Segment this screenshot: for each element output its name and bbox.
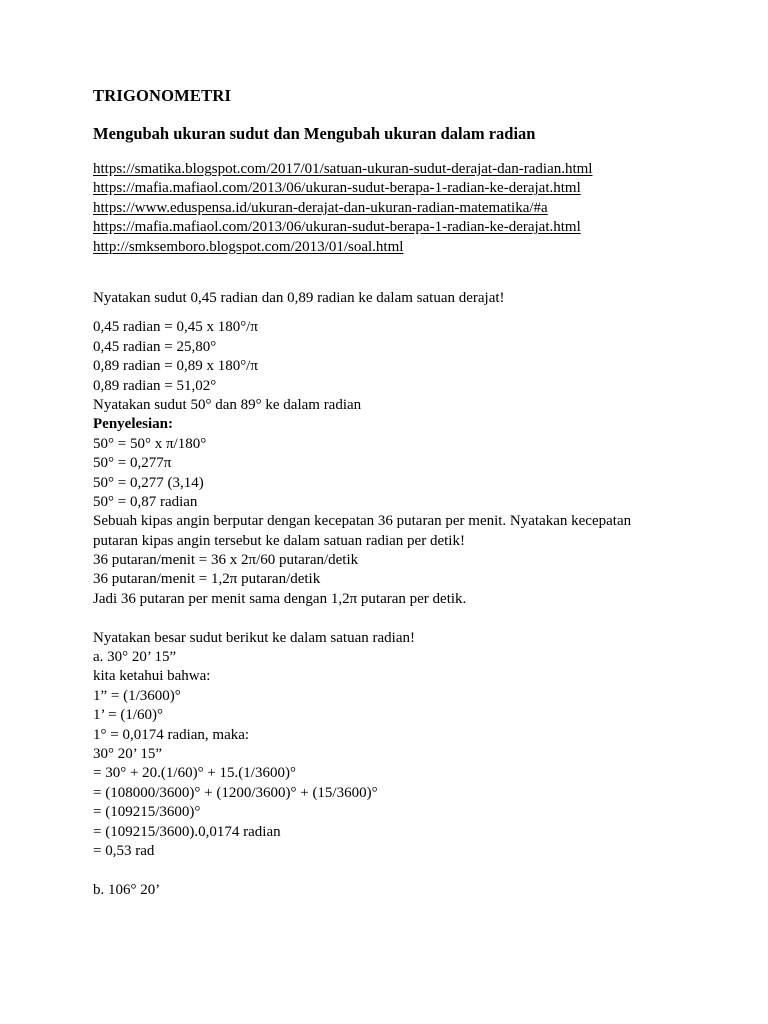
document-subtitle: Mengubah ukuran sudut dan Mengubah ukuran dalam radian	[93, 124, 536, 143]
equation-line: 36 putaran/menit = 36 x 2π/60 putaran/detik	[93, 552, 359, 569]
equation-line: 50° = 0,277π	[93, 455, 172, 472]
spacer	[93, 861, 653, 880]
equation-line: 0,89 radian = 51,02°	[93, 377, 217, 394]
paragraph-line: Sebuah kipas angin berputar dengan kecepatan 36 putaran per menit. Nyatakan kecepatan	[93, 513, 632, 530]
document-title: TRIGONOMETRI	[93, 86, 232, 105]
equation-line: 0,45 radian = 25,80°	[93, 338, 217, 355]
equation-line: 50° = 50° x π/180°	[93, 435, 207, 452]
reference-link[interactable]: https://smatika.blogspot.com/2017/01/satuan-ukuran-sudut-derajat-dan-radian.html	[93, 161, 593, 177]
equation-line: = (109215/3600).0,0174 radian	[93, 823, 281, 840]
equation-line: 1’ = (1/60)°	[93, 707, 163, 724]
reference-link[interactable]: https://www.eduspensa.id/ukuran-derajat-dan-ukuran-radian-matematika/#a	[93, 199, 548, 216]
spacer	[93, 308, 653, 318]
spacer	[93, 609, 653, 628]
link-item	[93, 160, 592, 179]
document-body	[93, 289, 653, 900]
equation-line: = 0,53 rad	[93, 842, 155, 859]
solution-label: Penyelesian:	[93, 416, 173, 433]
link-item	[93, 238, 592, 257]
equation-line: 50° = 0,277 (3,14)	[93, 474, 204, 491]
equation-line: = (109215/3600)°	[93, 804, 201, 821]
link-item	[93, 179, 592, 198]
link-item	[93, 218, 592, 237]
equation-line: = (108000/3600)° + (1200/3600)° + (15/3600)°	[93, 784, 378, 801]
equation-line: kita ketahui bahwa:	[93, 668, 211, 685]
question-text: Nyatakan besar sudut berikut ke dalam satuan radian!	[93, 629, 415, 646]
conclusion-line: Jadi 36 putaran per menit sama dengan 1,2π putaran per detik.	[93, 590, 467, 607]
question-text: Nyatakan sudut 50° dan 89° ke dalam radian	[93, 396, 362, 413]
question-text: Nyatakan sudut 0,45 radian dan 0,89 radian ke dalam satuan derajat!	[93, 290, 505, 306]
paragraph-line: putaran kipas angin tersebut ke dalam satuan radian per detik!	[93, 532, 465, 549]
equation-line: 0,45 radian = 0,45 x 180°/π	[93, 319, 258, 336]
reference-links	[93, 160, 592, 257]
equation-line: 50° = 0,87 radian	[93, 493, 198, 510]
equation-line: = 30° + 20.(1/60)° + 15.(1/3600)°	[93, 765, 296, 782]
equation-line: 0,89 radian = 0,89 x 180°/π	[93, 358, 258, 375]
part-b-line: b. 106° 20’	[93, 881, 161, 898]
equation-line: 1° = 0,0174 radian, maka:	[93, 726, 250, 743]
equation-line: 30° 20’ 15”	[93, 745, 163, 762]
reference-link[interactable]: https://mafia.mafiaol.com/2013/06/ukuran-sudut-berapa-1-radian-ke-derajat.html	[93, 219, 581, 236]
equation-line: 36 putaran/menit = 1,2π putaran/detik	[93, 571, 321, 588]
equation-line: 1” = (1/3600)°	[93, 687, 181, 704]
reference-link[interactable]: https://mafia.mafiaol.com/2013/06/ukuran-sudut-berapa-1-radian-ke-derajat.html	[93, 180, 581, 197]
equation-line: a. 30° 20’ 15”	[93, 649, 177, 666]
reference-link[interactable]: http://smksemboro.blogspot.com/2013/01/soal.html	[93, 238, 404, 255]
link-item	[93, 199, 592, 218]
